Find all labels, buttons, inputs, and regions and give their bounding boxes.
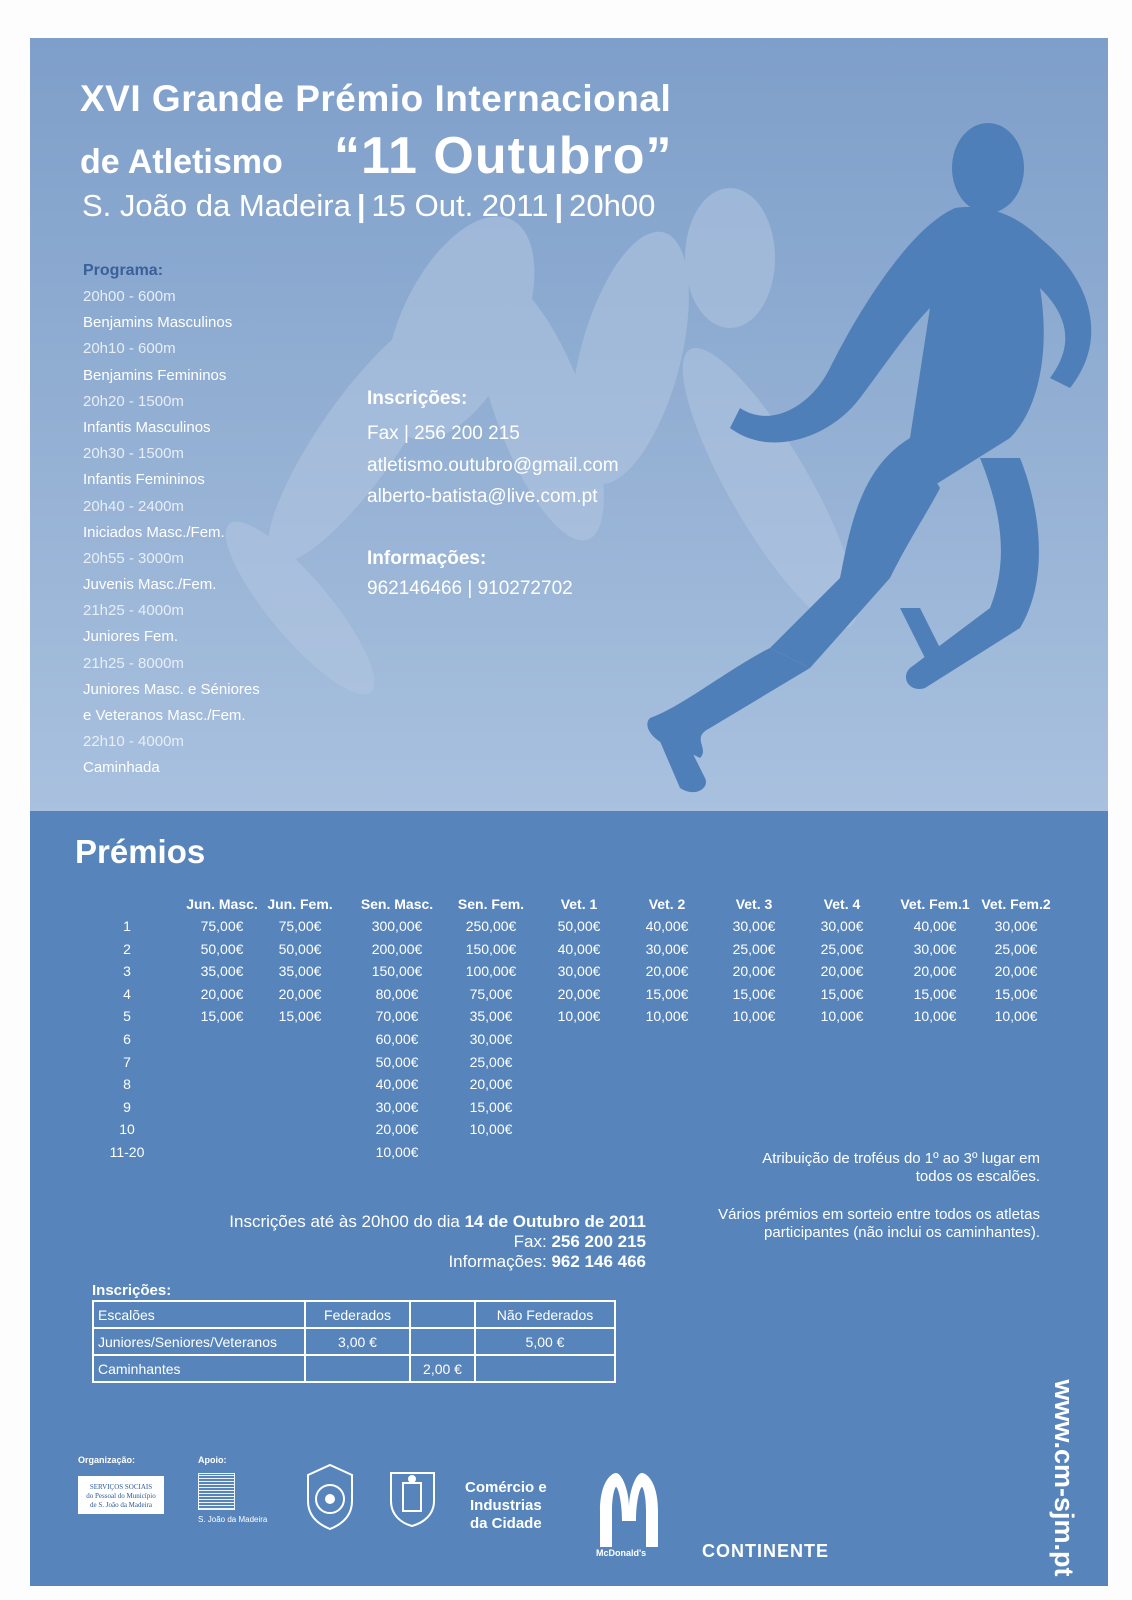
- separator: |: [554, 188, 564, 223]
- trophy-note: [762, 1150, 1040, 1186]
- prize-value: 35,00€: [469, 1008, 513, 1025]
- prize-value: 25,00€: [820, 940, 864, 957]
- table-cell: Federados: [305, 1301, 410, 1328]
- table-cell: [410, 1301, 475, 1328]
- municipality-caption: S. João da Madeira: [198, 1515, 268, 1524]
- logo-text: da Cidade: [470, 1515, 542, 1532]
- programme-category: Juniores Fem.: [83, 628, 179, 646]
- logo-text: Comércio e: [465, 1479, 547, 1496]
- poster: [30, 38, 1108, 1586]
- prize-value: 200,00€: [371, 940, 423, 957]
- servicos-sociais-logo: [78, 1476, 164, 1514]
- organizer-label: Organização:: [78, 1455, 136, 1465]
- prize-place: 3: [123, 963, 131, 980]
- table-cell: 3,00 €: [305, 1328, 410, 1355]
- programme-heading: Programa:: [83, 262, 164, 279]
- prizes-heading: Prémios: [75, 833, 206, 870]
- continente-logo: CONTINENTE: [702, 1541, 829, 1561]
- deadline-date: 14 de Outubro de 2011: [464, 1212, 646, 1231]
- programme-time: 22h10 - 4000m: [83, 733, 184, 751]
- programme-category: Benjamins Femininos: [83, 366, 227, 384]
- prize-value: 15,00€: [994, 985, 1038, 1002]
- prize-value: 250,00€: [465, 918, 517, 934]
- prize-value: 50,00€: [375, 1053, 419, 1070]
- programme-category: Infantis Femininos: [83, 471, 205, 489]
- prize-value: 30,00€: [994, 918, 1038, 934]
- prize-column-header: Jun. Fem.: [267, 896, 333, 912]
- prize-value: 20,00€: [913, 963, 957, 980]
- fees-heading: Inscrições:: [92, 1282, 172, 1299]
- prize-value: 40,00€: [913, 918, 957, 934]
- event-title-name: “11 Outubro”: [334, 127, 673, 185]
- prize-value: 60,00€: [375, 1031, 419, 1047]
- municipality-logo: [198, 1473, 235, 1510]
- prize-place: 6: [123, 1031, 131, 1047]
- table-row: [93, 1355, 615, 1382]
- prize-value: 150,00€: [371, 963, 423, 980]
- prize-value: 35,00€: [278, 963, 322, 980]
- prize-value: 25,00€: [469, 1053, 513, 1070]
- programme-time: 20h55 - 3000m: [83, 549, 184, 567]
- comercio-logo: [465, 1479, 547, 1533]
- prize-column-header: Vet. 4: [823, 896, 861, 912]
- table-row: [93, 1328, 615, 1355]
- prize-value: 15,00€: [645, 985, 689, 1002]
- prize-value: 40,00€: [375, 1076, 419, 1093]
- prize-value: 40,00€: [557, 940, 601, 957]
- table-cell: Caminhantes: [93, 1355, 305, 1382]
- prize-value: 20,00€: [200, 985, 244, 1002]
- programme-list: [83, 258, 383, 782]
- prize-value: 35,00€: [200, 963, 244, 980]
- prize-value: 300,00€: [371, 918, 423, 934]
- deadline-info-label: Informações:: [448, 1252, 552, 1271]
- prize-place: 11-20: [109, 1144, 145, 1160]
- table-cell: Não Federados: [475, 1301, 615, 1328]
- prize-value: 30,00€: [557, 963, 601, 980]
- prize-value: 30,00€: [645, 940, 689, 957]
- prize-column-header: Vet. Fem.2: [981, 896, 1051, 912]
- prize-value: 20,00€: [820, 963, 864, 980]
- prize-value: 20,00€: [557, 985, 601, 1002]
- prize-value: 50,00€: [278, 940, 322, 957]
- deadline-fax-label: Fax:: [513, 1232, 552, 1251]
- prize-value: 75,00€: [469, 985, 513, 1002]
- mcdonalds-arches-icon: [596, 1471, 662, 1547]
- registration-info: [367, 388, 619, 513]
- separator: |: [356, 188, 366, 223]
- programme-category: Juniores Masc. e Séniores: [83, 680, 260, 698]
- prize-value: 30,00€: [732, 918, 776, 934]
- prize-value: 10,00€: [557, 1008, 601, 1025]
- prize-value: 15,00€: [469, 1098, 513, 1115]
- prize-column-header: Vet. Fem.1: [900, 896, 970, 912]
- programme-time: 20h00 - 600m: [83, 288, 176, 305]
- event-title-line2: de Atletismo: [80, 143, 283, 181]
- prize-place: 4: [123, 985, 131, 1002]
- event-date: 15 Out. 2011: [371, 188, 549, 223]
- prize-value: 10,00€: [375, 1144, 419, 1160]
- event-time: 20h00: [569, 188, 656, 223]
- prize-value: 10,00€: [820, 1008, 864, 1025]
- registration-deadline: [229, 1212, 646, 1272]
- table-cell: [305, 1355, 410, 1382]
- programme-time: 21h25 - 8000m: [83, 654, 184, 672]
- deadline-fax: 256 200 215: [551, 1232, 646, 1251]
- website-text[interactable]: www.cm-sjm.pt: [1049, 1379, 1079, 1577]
- prize-value: 30,00€: [913, 940, 957, 957]
- prize-value: 30,00€: [820, 918, 864, 934]
- contact-heading: Informações:: [367, 548, 487, 569]
- programme-time: 20h30 - 1500m: [83, 445, 184, 463]
- fees-table: [92, 1300, 616, 1383]
- registration-fax: Fax | 256 200 215: [367, 423, 520, 444]
- prize-value: 50,00€: [557, 918, 601, 934]
- prize-column-header: Vet. 1: [560, 896, 598, 912]
- prize-place: 2: [123, 940, 131, 957]
- deadline-info: 962 146 466: [551, 1252, 646, 1271]
- prize-place: 5: [123, 1008, 131, 1025]
- table-cell: 2,00 €: [410, 1355, 475, 1382]
- programme-time: 20h40 - 2400m: [83, 497, 184, 515]
- programme-category: Iniciados Masc./Fem.: [83, 523, 225, 541]
- prize-place: 9: [123, 1098, 131, 1115]
- prize-value: 15,00€: [278, 1008, 322, 1025]
- prize-value: 15,00€: [913, 985, 957, 1002]
- trophy-note-line: Atribuição de troféus do 1º ao 3º lugar em: [762, 1150, 1040, 1167]
- programme-category: e Veteranos Masc./Fem.: [83, 707, 246, 724]
- parish-crest-icon: [385, 1463, 440, 1528]
- coat-of-arms-icon: [300, 1461, 360, 1531]
- raffle-note-line: Vários prémios em sorteio entre todos os atletas: [718, 1206, 1040, 1223]
- prize-value: 10,00€: [732, 1008, 776, 1025]
- prize-value: 80,00€: [375, 985, 419, 1002]
- logo-text: do Pessoal do Município: [86, 1492, 156, 1500]
- registration-heading: Inscrições:: [367, 388, 468, 409]
- contact-info: [367, 548, 573, 600]
- prize-value: 30,00€: [375, 1098, 419, 1115]
- prize-value: 70,00€: [375, 1008, 419, 1025]
- table-cell: Escalões: [93, 1301, 305, 1328]
- registration-email[interactable]: atletismo.outubro@gmail.com: [367, 454, 619, 476]
- prize-column-header: Vet. 2: [648, 896, 686, 912]
- prize-value: 20,00€: [278, 985, 322, 1002]
- prize-value: 75,00€: [278, 918, 322, 934]
- trophy-note-line: todos os escalões.: [915, 1168, 1040, 1185]
- prize-value: 15,00€: [732, 985, 776, 1002]
- prize-value: 10,00€: [913, 1008, 957, 1025]
- prize-value: 15,00€: [200, 1008, 244, 1025]
- event-subtitle: [82, 188, 655, 224]
- programme-category: Infantis Masculinos: [83, 418, 211, 436]
- programme-time: 20h20 - 1500m: [83, 392, 184, 410]
- event-title-line1: XVI Grande Prémio Internacional: [80, 78, 672, 119]
- prize-value: 25,00€: [732, 940, 776, 957]
- prize-value: 15,00€: [820, 985, 864, 1002]
- contact-phones: 962146466 | 910272702: [367, 578, 573, 599]
- prize-value: 20,00€: [994, 963, 1038, 980]
- sponsors-bar: [30, 1443, 1108, 1586]
- prize-place: 1: [123, 918, 131, 934]
- prize-value: 100,00€: [465, 963, 517, 980]
- table-cell: Juniores/Seniores/Veteranos: [93, 1328, 305, 1355]
- programme-category: Benjamins Masculinos: [83, 314, 233, 332]
- prize-value: 20,00€: [375, 1121, 419, 1138]
- programme-time: 20h10 - 600m: [83, 340, 176, 358]
- prize-value: 20,00€: [645, 963, 689, 980]
- prize-place: 8: [123, 1076, 131, 1093]
- prize-value: 30,00€: [469, 1031, 513, 1047]
- header-section: [30, 38, 1108, 811]
- logo-text: Industrias: [470, 1497, 542, 1514]
- prize-column-header: Sen. Fem.: [457, 896, 525, 912]
- prize-value: 25,00€: [994, 940, 1038, 957]
- raffle-note-line: participantes (não inclui os caminhantes).: [764, 1224, 1040, 1241]
- prize-value: 10,00€: [994, 1008, 1038, 1025]
- programme-time: 21h25 - 4000m: [83, 602, 184, 620]
- prize-value: 10,00€: [469, 1121, 513, 1138]
- prize-place: 10: [119, 1121, 135, 1138]
- support-label: Apoio:: [198, 1455, 227, 1465]
- prize-value: 20,00€: [469, 1076, 513, 1093]
- mcdonalds-logo: McDonald's: [596, 1548, 647, 1558]
- prize-value: 150,00€: [465, 940, 517, 957]
- prize-column-header: Vet. 3: [735, 896, 773, 912]
- prize-value: 40,00€: [645, 918, 689, 934]
- logo-text: de S. João da Madeira: [89, 1501, 152, 1509]
- prize-value: 10,00€: [645, 1008, 689, 1025]
- prize-column-header: Sen. Masc.: [360, 896, 434, 912]
- registration-email[interactable]: alberto-batista@live.com.pt: [367, 486, 598, 507]
- table-cell: 5,00 €: [475, 1328, 615, 1355]
- table-cell: [410, 1328, 475, 1355]
- prize-column-header: Jun. Masc.: [186, 896, 258, 912]
- prize-place: 7: [123, 1053, 131, 1070]
- event-place: S. João da Madeira: [82, 188, 351, 223]
- prize-value: 50,00€: [200, 940, 244, 957]
- table-row: [93, 1301, 615, 1328]
- prize-value: 20,00€: [732, 963, 776, 980]
- prize-value: 75,00€: [200, 918, 244, 934]
- deadline-text: Inscrições até às 20h00 do dia: [229, 1212, 465, 1231]
- table-cell: [475, 1355, 615, 1382]
- programme-category: Juvenis Masc./Fem.: [83, 576, 217, 594]
- programme-category: Caminhada: [83, 759, 160, 777]
- raffle-note: [718, 1206, 1040, 1242]
- logo-text: SERVIÇOS SOCIAIS: [89, 1483, 153, 1491]
